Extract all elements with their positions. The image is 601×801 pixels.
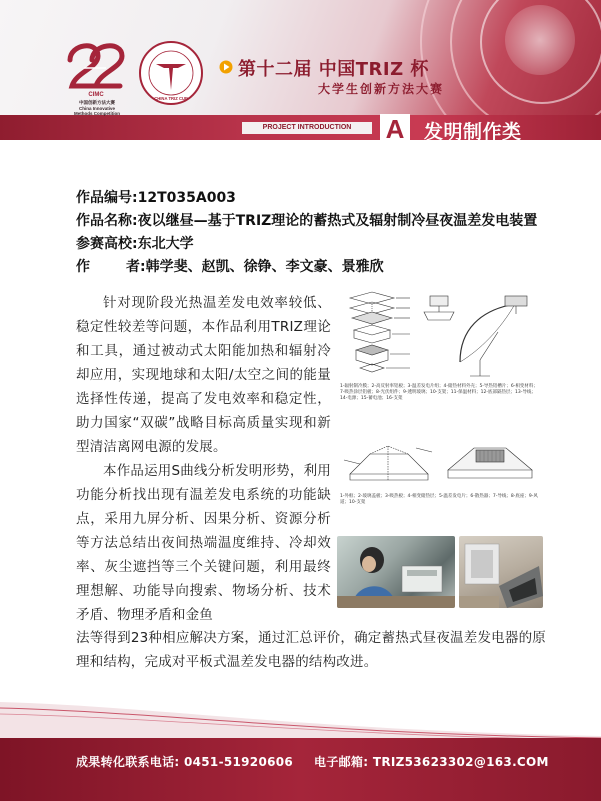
footer-wave-decor: [0, 700, 601, 740]
competition-title: 第十二届 中国TRIZ 杯: [238, 59, 429, 80]
school-label: 参赛高校:: [76, 236, 138, 252]
pyramid-diagram-left: [340, 440, 435, 488]
photo-device-prototype: [459, 536, 543, 608]
decor-glow: [505, 5, 575, 75]
figure-caption-1: 1-辐射制冷膜；2-高反射率铝板；3-温差发电片组；4-储热材料外壳；5-导热铝槽片；6-相变材料；7-吸热涂层铝板；8-光伏组件；9-透明玻璃；10-支架；11-保温材料；12-底部隔热层；13-导线；14-电源；15-蓄电池；16-支架: [340, 384, 538, 401]
info-school-row: [76, 233, 537, 256]
project-intro-tag: PROJECT INTRODUCTION: [242, 122, 372, 134]
cimc-logo-caption: [52, 100, 142, 117]
round-logo-text: CHINA TRIZ CUP: [154, 96, 188, 101]
cimc-caption-line: 中国创新方法大赛: [79, 100, 115, 105]
photo-lab-work: [337, 536, 455, 608]
dish-device-diagram: [420, 290, 540, 382]
cimc-caption-line: China Innovative: [78, 105, 115, 111]
project-info: [76, 187, 537, 279]
contact-phone: 0451-51920606: [183, 755, 294, 769]
category-label: 发明制作类: [424, 121, 522, 140]
author-label-part: 作: [76, 259, 90, 275]
name-label: 作品名称:: [76, 213, 138, 229]
body-paragraph-2: 本作品运用S曲线分析发明形势，利用功能分析找出现有温差发电系统的功能缺点，采用九屏分析、因果分析、资源分析等方法总结出夜间热端温度维持、冷却效率、灰尘遮挡等三个关键问题，利用最终理想解、功能导向搜索、物场分析、技术矛盾、物理矛盾和金鱼: [76, 463, 331, 623]
info-number-row: [76, 187, 537, 210]
footer-contact: [76, 753, 549, 770]
pyramid-diagram-right: [440, 440, 540, 488]
contact-email: TRIZ53623302@163.COM: [372, 755, 549, 769]
info-author-row: [76, 256, 537, 279]
info-name-row: [76, 210, 537, 233]
body-paragraph-3: 法等得到23种相应解决方案，通过汇总评价，确定蓄热式昼夜温差发电器的原理和结构，完成对平板式温差发电器的结构改进。: [76, 630, 546, 670]
cimc-caption-line: Methods Competition: [74, 111, 120, 116]
svg-text:CIMC: CIMC: [88, 92, 104, 98]
email-label: 电子邮箱:: [314, 755, 369, 769]
school-name: 东北大学: [137, 236, 194, 252]
competition-round-logo-icon: [138, 40, 204, 106]
body-paragraph-1: 针对现阶段光热温差发电效率较低、稳定性较差等问题，本作品利用TRIZ理论和工具，通过被动式太阳能加热和辐射冷却应用，实现地球和太阳/太空之间的能量选择性传递，提高了发电效率和稳定性，助力国家“双碳”战略目标高质量实现和新型清洁离网电源的发展。: [76, 295, 331, 455]
author-label-part: 者:: [126, 259, 146, 275]
project-number: 12T035A003: [137, 190, 236, 206]
figure-caption-2: 1-外框；2-玻璃盖板；3-吸热板；4-相变储热层；5-温差发电片；6-散热器；7-导线；8-底座；9-风道；10-支架: [340, 494, 538, 505]
header-banner: [0, 0, 601, 140]
competition-subtitle: 大学生创新方法大赛: [318, 82, 445, 96]
cimc-logo-icon: [62, 38, 130, 100]
phone-label: 成果转化联系电话:: [76, 755, 180, 769]
author-names: 韩学斐、赵凯、徐铮、李文豪、景雅欣: [145, 259, 384, 275]
project-name: 夜以继昼—基于TRIZ理论的蓄热式及辐射制冷昼夜温差发电装置: [137, 213, 538, 229]
play-arrow-icon: [219, 60, 233, 74]
category-letter: A: [380, 114, 410, 140]
exploded-structure-diagram: [340, 290, 415, 382]
number-label: 作品编号:: [76, 190, 138, 206]
